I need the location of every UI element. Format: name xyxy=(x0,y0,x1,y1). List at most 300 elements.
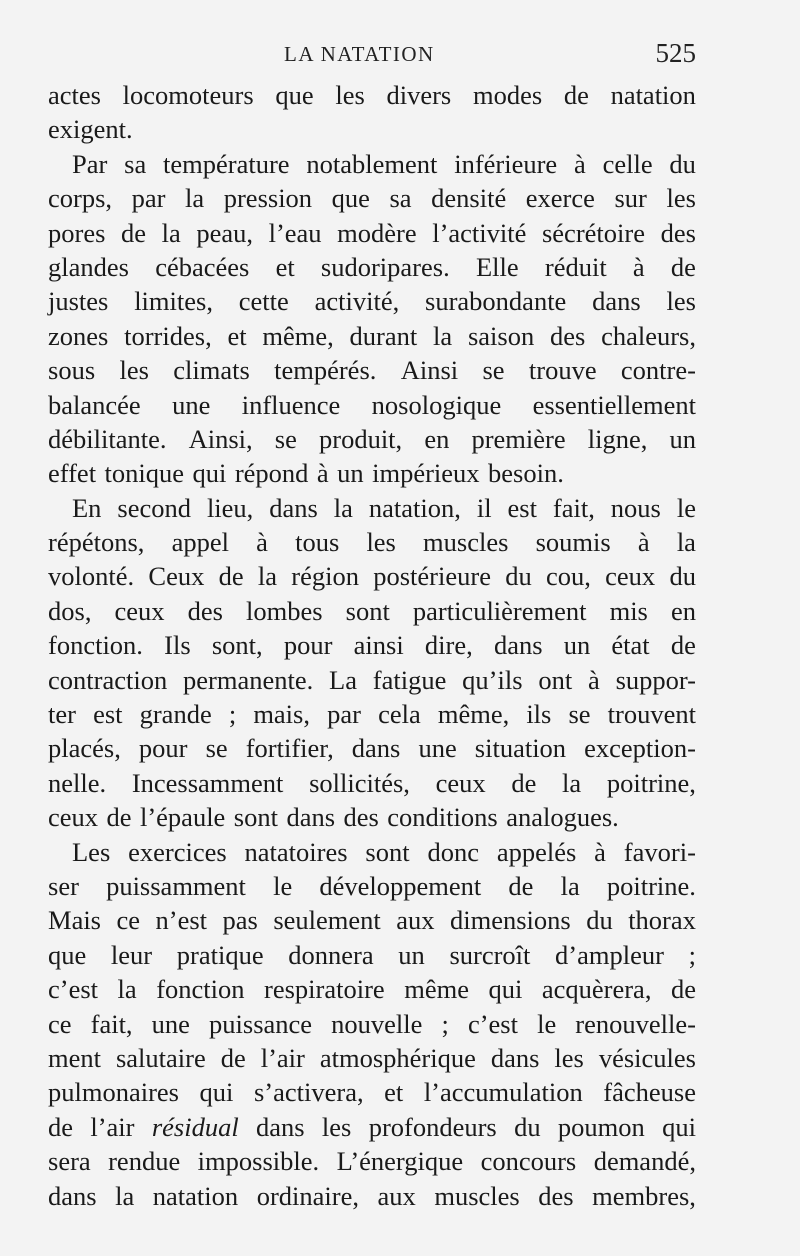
word: second xyxy=(117,492,191,523)
word: mais, xyxy=(253,699,310,730)
word: trouve xyxy=(528,355,597,386)
word: à xyxy=(594,836,606,867)
word: corps, xyxy=(48,183,113,214)
text-line xyxy=(48,835,696,869)
word: muscles xyxy=(434,1180,520,1211)
word: du xyxy=(505,561,532,592)
word: région xyxy=(291,561,359,592)
word: de xyxy=(508,870,534,901)
word: tonique xyxy=(104,458,185,489)
word: placés, xyxy=(48,733,121,764)
word: surcroît xyxy=(449,939,531,970)
word: un xyxy=(669,423,696,454)
word: densité xyxy=(431,183,507,214)
word: ceux xyxy=(435,767,486,798)
word: puissance xyxy=(209,1008,313,1039)
word: dans xyxy=(351,733,401,764)
word: température xyxy=(163,148,290,179)
word: les xyxy=(335,80,365,110)
text-line xyxy=(48,800,696,834)
word: saison xyxy=(467,320,535,351)
word: que xyxy=(331,183,370,214)
word: du xyxy=(514,1111,541,1142)
word: ceux xyxy=(605,561,656,592)
word: les xyxy=(119,355,149,386)
word: des xyxy=(660,217,696,248)
word: profondeurs xyxy=(368,1111,497,1142)
word: est xyxy=(507,492,537,523)
word: dans xyxy=(269,492,318,523)
word: ligne, xyxy=(587,423,648,454)
word: mis xyxy=(609,595,648,626)
word: nouvelle xyxy=(331,1008,423,1039)
word: nelle. xyxy=(48,767,107,798)
text-line xyxy=(48,972,696,1006)
word: fonction. xyxy=(48,630,143,661)
word: Ainsi, xyxy=(188,423,253,454)
word: ordinaire, xyxy=(256,1180,359,1211)
text-line xyxy=(48,147,696,181)
word: poitrine. xyxy=(606,870,696,901)
text-line xyxy=(48,250,696,284)
text-line xyxy=(48,731,696,765)
word: celle xyxy=(602,148,653,179)
word: pression xyxy=(223,183,313,214)
body-text xyxy=(48,78,696,1213)
word: la xyxy=(117,974,137,1005)
word: membres, xyxy=(592,1180,696,1211)
word: glandes xyxy=(48,251,129,282)
word: du xyxy=(586,905,613,936)
word: à xyxy=(256,527,268,558)
word: cela xyxy=(378,699,421,730)
word: fait, xyxy=(552,492,595,523)
text-line xyxy=(48,216,696,250)
word: thorax xyxy=(628,905,696,936)
word: et xyxy=(275,251,295,282)
word: de xyxy=(121,217,147,248)
text-line xyxy=(48,422,696,456)
word: sur xyxy=(614,183,647,214)
word: qui xyxy=(662,1111,696,1142)
text-line xyxy=(48,1144,696,1178)
word: la xyxy=(333,492,353,523)
word: est xyxy=(93,699,123,730)
text-line xyxy=(48,319,696,353)
word: salutaire xyxy=(115,1042,206,1073)
word: une xyxy=(151,1008,190,1039)
word: et xyxy=(227,320,247,351)
word: dans xyxy=(490,1042,540,1073)
word: la xyxy=(562,767,582,798)
word: qui xyxy=(199,1077,234,1108)
text-line xyxy=(48,456,696,490)
word: natation, xyxy=(368,492,461,523)
word: contre- xyxy=(620,355,696,386)
word: dans xyxy=(286,802,336,833)
word: modes xyxy=(472,80,543,110)
word: permanente. xyxy=(183,664,314,695)
word: des xyxy=(343,802,379,833)
word: une xyxy=(418,733,457,764)
word: notablement xyxy=(306,148,438,179)
word: en xyxy=(424,423,450,454)
word: c’est xyxy=(467,1008,518,1039)
word: ceux xyxy=(48,802,99,833)
word: à xyxy=(632,251,645,282)
word: sont, xyxy=(211,630,263,661)
word: de xyxy=(106,802,132,833)
word: Elle xyxy=(475,251,519,282)
word: le xyxy=(273,870,293,901)
word: les xyxy=(321,1111,352,1142)
word: ce xyxy=(48,1008,72,1039)
word: torrides, xyxy=(124,320,212,351)
word: l’air xyxy=(90,1111,135,1142)
word: de xyxy=(670,974,696,1005)
word: En xyxy=(72,492,102,523)
text-line xyxy=(48,903,696,937)
word: l’épaule xyxy=(139,802,226,833)
word: puissamment xyxy=(106,870,246,901)
word: sera xyxy=(48,1146,91,1177)
word: muscles xyxy=(423,527,509,558)
word: qui xyxy=(488,974,523,1005)
word: poumon xyxy=(557,1111,645,1142)
word: dire, xyxy=(424,630,473,661)
word: se xyxy=(274,423,297,454)
text-line xyxy=(48,938,696,972)
word: ce xyxy=(116,905,141,936)
word: exigent. xyxy=(48,114,133,145)
word: en xyxy=(670,595,696,626)
word: soumis xyxy=(535,527,611,558)
word: par xyxy=(131,183,166,214)
word: de xyxy=(220,1042,246,1073)
word: volonté. xyxy=(48,561,135,592)
word: ment xyxy=(48,1042,101,1073)
word: à xyxy=(637,527,650,558)
text-line xyxy=(48,491,696,525)
word: ter xyxy=(48,699,76,730)
text-line xyxy=(48,388,696,422)
word: fâcheuse xyxy=(603,1077,696,1108)
word: que xyxy=(275,80,314,110)
word: il xyxy=(476,492,492,523)
word: effet xyxy=(48,458,97,489)
word: essentiellement xyxy=(532,389,696,420)
word: à xyxy=(316,458,329,489)
word: climats xyxy=(173,355,250,386)
word: seulement xyxy=(273,905,381,936)
page-number: 525 xyxy=(655,38,696,68)
word: de xyxy=(670,630,696,661)
text-line xyxy=(48,594,696,628)
word: sollicités, xyxy=(309,767,410,798)
word: aux xyxy=(396,905,435,936)
text-line xyxy=(48,1179,696,1213)
word: impérieux xyxy=(372,458,480,489)
word: chaleurs, xyxy=(601,320,696,351)
word: lombes xyxy=(246,595,323,626)
text-line xyxy=(48,181,696,215)
word: qu’ils xyxy=(462,664,523,695)
word: natatoires xyxy=(244,836,348,867)
word: pas xyxy=(222,905,258,936)
word: ; xyxy=(228,699,237,730)
word: la xyxy=(185,183,205,214)
word: fait, xyxy=(90,1008,133,1039)
text-line xyxy=(48,869,696,903)
word: demandé, xyxy=(593,1146,696,1177)
word: le xyxy=(537,1008,557,1039)
word: dos, xyxy=(48,595,92,626)
word: se xyxy=(482,355,505,386)
word: Par xyxy=(72,148,108,179)
word: d’ampleur xyxy=(555,939,664,970)
word: conditions xyxy=(387,802,498,833)
word: première xyxy=(471,423,566,454)
text-line xyxy=(48,78,696,112)
word: sont xyxy=(345,595,390,626)
running-title: LA NATATION xyxy=(284,42,435,66)
word: durant xyxy=(349,320,418,351)
word: donnera xyxy=(288,939,374,970)
word: analogues. xyxy=(506,802,619,833)
word: pour xyxy=(283,630,333,661)
text-line xyxy=(48,112,696,146)
word: fonction xyxy=(156,974,245,1005)
word: poitrine, xyxy=(606,767,696,798)
word: sécrétoire xyxy=(541,217,645,248)
word: se xyxy=(568,699,591,730)
word: l’air xyxy=(260,1042,305,1073)
word: fatigue xyxy=(372,664,447,695)
word: dans xyxy=(48,1180,97,1211)
word: produit, xyxy=(319,423,403,454)
word: Ils xyxy=(164,630,191,661)
word: tous xyxy=(295,527,340,558)
word: exception- xyxy=(584,733,696,764)
text-line xyxy=(48,525,696,559)
word: ils xyxy=(526,699,552,730)
word: situation xyxy=(474,733,567,764)
word: atmosphérique xyxy=(319,1042,476,1073)
word: exerce xyxy=(525,183,595,214)
word: justes xyxy=(48,286,109,317)
word: par xyxy=(327,699,361,730)
word: locomoteurs xyxy=(122,80,254,110)
word: influence xyxy=(241,389,341,420)
word: l’accumulation xyxy=(423,1077,583,1108)
text-line xyxy=(48,1110,696,1144)
word: sa xyxy=(389,183,412,214)
word: développement xyxy=(319,870,482,901)
word: ser xyxy=(48,870,79,901)
word: divers xyxy=(386,80,452,110)
word: cou, xyxy=(546,561,591,592)
word: L’énergique xyxy=(336,1146,464,1177)
word: natation xyxy=(610,80,696,110)
word: et xyxy=(384,1077,404,1108)
word: le xyxy=(676,492,696,523)
word: sudoripares. xyxy=(320,251,450,282)
word: nous xyxy=(610,492,661,523)
word: sont xyxy=(365,836,410,867)
word: actes xyxy=(48,80,101,110)
word: même xyxy=(404,974,469,1005)
word: de xyxy=(218,561,244,592)
word: la xyxy=(115,1180,135,1211)
word: limites, xyxy=(134,286,213,317)
word: peau, xyxy=(196,217,253,248)
text-line xyxy=(48,766,696,800)
word: la xyxy=(560,870,580,901)
text-line xyxy=(48,353,696,387)
word: activité, xyxy=(314,286,400,317)
word: un xyxy=(337,458,364,489)
word: La xyxy=(329,664,357,695)
word: pratique xyxy=(176,939,264,970)
word: sa xyxy=(124,148,147,179)
word: balancée xyxy=(48,389,141,420)
word: dans xyxy=(592,286,641,317)
word: la xyxy=(161,217,181,248)
word: l’eau xyxy=(268,217,322,248)
word: rendue xyxy=(108,1146,181,1177)
word: fortifier, xyxy=(245,733,334,764)
word: impossible. xyxy=(197,1146,320,1177)
word: s’activera, xyxy=(253,1077,364,1108)
text-line xyxy=(48,284,696,318)
word: Ainsi xyxy=(400,355,459,386)
word: modère xyxy=(337,217,417,248)
word: inférieure xyxy=(454,148,558,179)
word: concours xyxy=(480,1146,577,1177)
word: une xyxy=(172,389,211,420)
word: ; xyxy=(688,939,696,970)
word: répétons, xyxy=(48,527,145,558)
word: pores xyxy=(48,217,106,248)
word: leur xyxy=(110,939,153,970)
word: les xyxy=(554,1042,584,1073)
word: renouvelle- xyxy=(575,1008,696,1039)
word: un xyxy=(398,939,425,970)
word: Mais xyxy=(48,905,101,936)
word: lieu, xyxy=(206,492,254,523)
page-header xyxy=(48,36,696,80)
text-line xyxy=(48,663,696,697)
word: des xyxy=(538,1180,574,1211)
word: répond xyxy=(234,458,309,489)
word: exercices xyxy=(128,836,227,867)
word: tempérés. xyxy=(274,355,377,386)
word: favori- xyxy=(623,836,696,867)
word: ; xyxy=(441,1008,449,1039)
text-line xyxy=(48,628,696,662)
word: résidual xyxy=(151,1111,239,1142)
word: l’activité xyxy=(432,217,527,248)
word: à xyxy=(574,148,586,179)
word: du xyxy=(669,148,696,179)
word: nosologique xyxy=(371,389,502,420)
word: réduit xyxy=(544,251,607,282)
word: débilitante. xyxy=(48,423,167,454)
word: zones xyxy=(48,320,109,351)
word: respiratoire xyxy=(264,974,385,1005)
word: à xyxy=(588,664,600,695)
text-line xyxy=(48,559,696,593)
word: sous xyxy=(48,355,96,386)
word: pulmonaires xyxy=(48,1077,179,1108)
word: Ceux xyxy=(148,561,205,592)
word: ceux xyxy=(114,595,165,626)
word: ont xyxy=(538,664,573,695)
word: qui xyxy=(192,458,227,489)
word: pour xyxy=(138,733,188,764)
word: besoin. xyxy=(488,458,564,489)
word: la xyxy=(676,527,696,558)
word: cébacées xyxy=(155,251,250,282)
word: postérieure xyxy=(373,561,491,592)
word: Les xyxy=(72,836,111,867)
word: un xyxy=(563,630,591,661)
word: particulièrement xyxy=(412,595,587,626)
word: vésicules xyxy=(598,1042,696,1073)
word: n’est xyxy=(155,905,208,936)
word: de xyxy=(563,80,589,110)
word: même, xyxy=(437,699,510,730)
text-line xyxy=(48,1075,696,1109)
word: natation xyxy=(152,1180,239,1211)
word: dans xyxy=(493,630,543,661)
word: Incessamment xyxy=(131,767,284,798)
word: la xyxy=(433,320,453,351)
word: la xyxy=(257,561,277,592)
word: se xyxy=(205,733,228,764)
word: des xyxy=(549,320,586,351)
word: appel xyxy=(171,527,229,558)
word: les xyxy=(666,286,696,317)
text-line xyxy=(48,1041,696,1075)
word: même, xyxy=(262,320,334,351)
word: surabondante xyxy=(425,286,567,317)
word: dans xyxy=(256,1111,305,1142)
word: de xyxy=(48,1111,74,1142)
word: trouvent xyxy=(607,699,696,730)
word: que xyxy=(48,939,87,970)
word: de xyxy=(511,767,537,798)
text-line xyxy=(48,697,696,731)
word: sont xyxy=(233,802,278,833)
word: appelés xyxy=(496,836,577,867)
word: aux xyxy=(377,1180,416,1211)
word: donc xyxy=(427,836,479,867)
word: du xyxy=(669,561,696,592)
word: acquèrera, xyxy=(541,974,652,1005)
word: suppor- xyxy=(615,664,696,695)
word: état xyxy=(611,630,650,661)
word: contraction xyxy=(48,664,168,695)
word: des xyxy=(187,595,223,626)
word: les xyxy=(666,183,696,214)
word: dimensions xyxy=(449,905,571,936)
word: c’est xyxy=(48,974,99,1005)
word: ainsi xyxy=(353,630,404,661)
word: les xyxy=(366,527,396,558)
word: cette xyxy=(238,286,289,317)
word: de xyxy=(670,251,696,282)
